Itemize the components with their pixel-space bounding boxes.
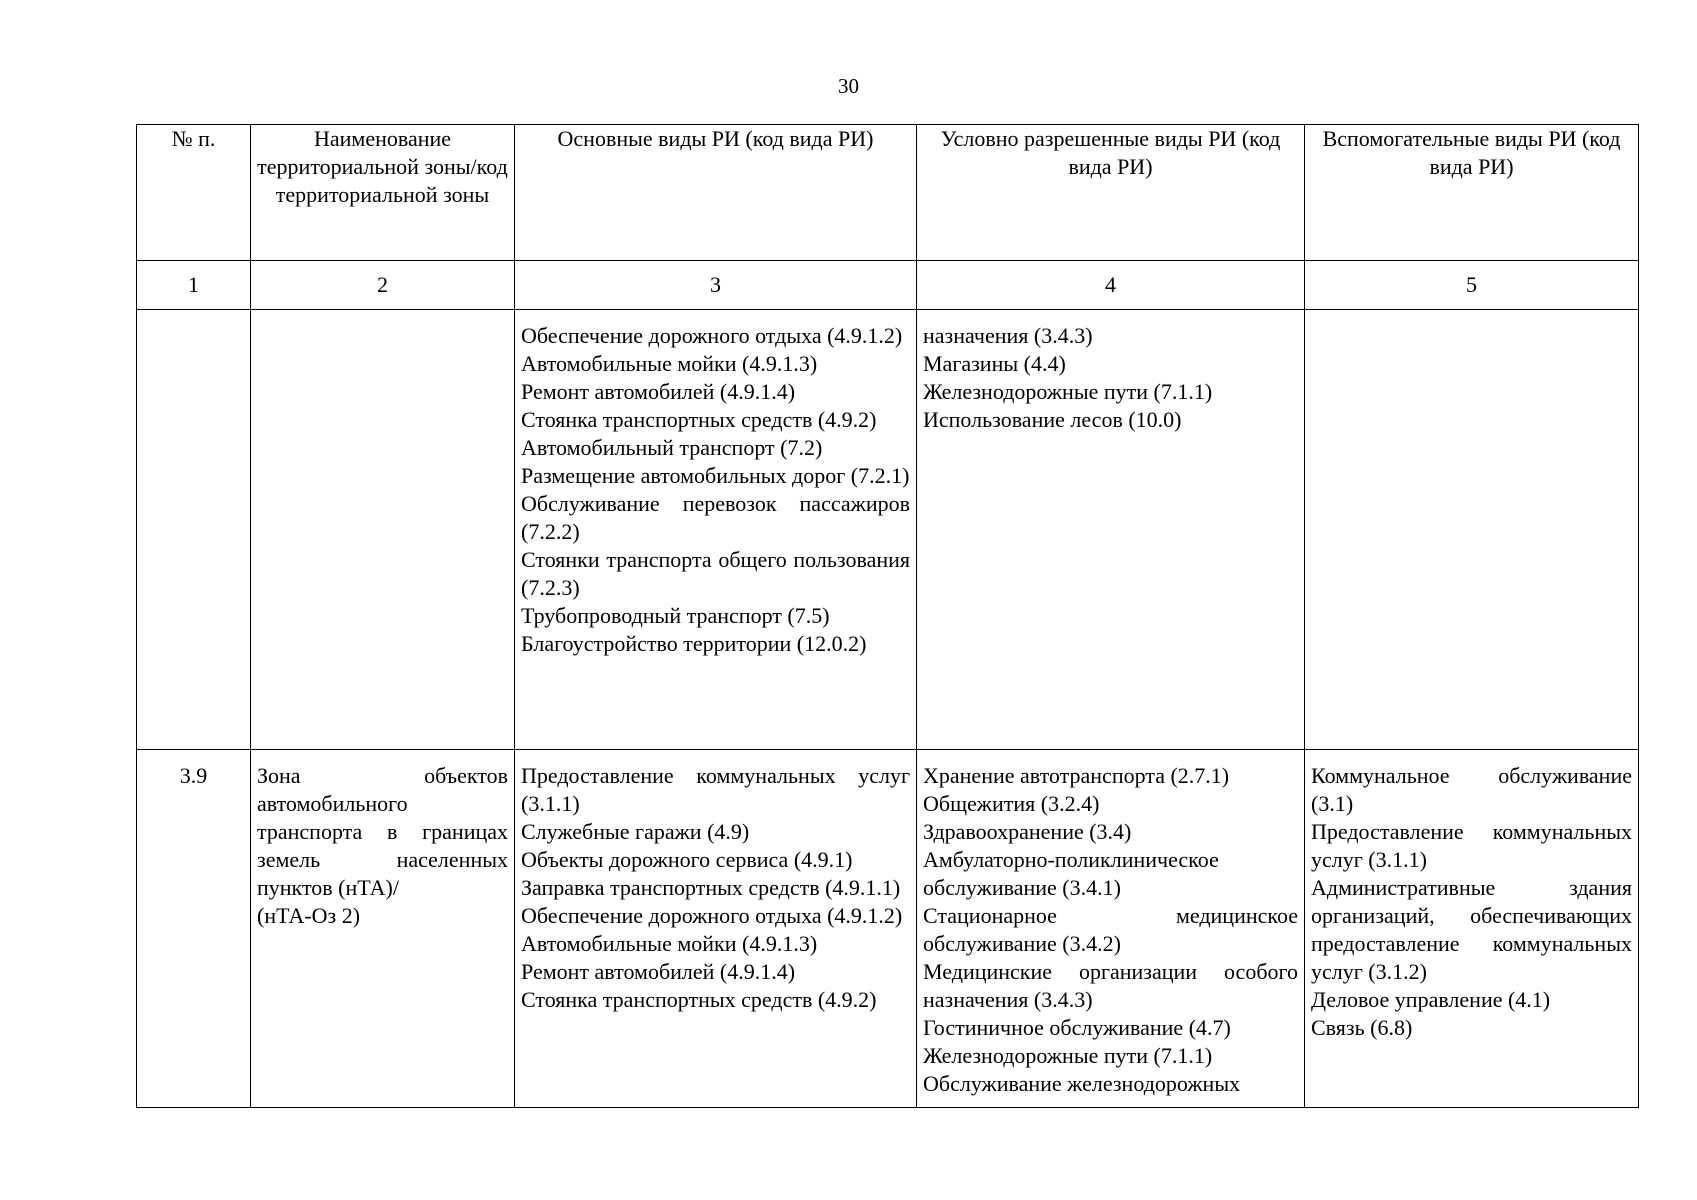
header-row [137, 125, 1639, 261]
cell-entry: назначения (3.4.3) [923, 323, 1093, 348]
cell-entry: Гостиничное обслуживание (4.7) [923, 1015, 1231, 1040]
cell-entry: Связь (6.8) [1311, 1015, 1413, 1040]
cell-entry: Медицинские организации особого назначения (3.4.3) [923, 959, 1298, 1012]
cell-entry: Стационарное медицинское обслуживание (3.4.2) [923, 903, 1298, 956]
cell-entry: Ремонт автомобилей (4.9.1.4) [521, 379, 796, 404]
column-number: 5 [1305, 261, 1639, 310]
cell-entry: Зона объектов автомобильного транспорта в границах земель населенных пунктов (нТА)/ [257, 763, 508, 900]
column-number-row [137, 261, 1639, 310]
cell-entry: Автомобильные мойки (4.9.1.3) [521, 931, 818, 956]
auxiliary-uses-cell [1305, 310, 1639, 750]
cell-entry: Благоустройство территории (12.0.2) [521, 631, 867, 656]
cell-entry: Здравоохранение (3.4) [923, 819, 1132, 844]
cell-entry: Ремонт автомобилей (4.9.1.4) [521, 959, 796, 984]
cell-entry: Служебные гаражи (4.9) [521, 819, 750, 844]
cell-entry: Общежития (3.2.4) [923, 791, 1100, 816]
cell-entry: Железнодорожные пути (7.1.1) [923, 379, 1213, 404]
cell-entry: Коммунальное обслуживание (3.1) [1311, 763, 1632, 816]
cell-entry: Предоставление коммунальных услуг (3.1.1) [521, 763, 910, 816]
row-number: 3.9 [137, 750, 251, 1108]
main-uses-cell [515, 750, 917, 1108]
header-conditional-uses: Условно разрешенные виды РИ (код вида РИ) [917, 125, 1305, 261]
cell-entry: Предоставление коммунальных услуг (3.1.1) [1311, 819, 1632, 872]
cell-entry: Административные здания организаций, обеспечивающих предоставление коммунальных услуг (3.1.2) [1311, 875, 1632, 984]
column-number: 2 [251, 261, 515, 310]
zone-name-cell [251, 310, 515, 750]
cell-entry: Автомобильные мойки (4.9.1.3) [521, 351, 818, 376]
column-number: 1 [137, 261, 251, 310]
cell-entry: Амбулаторно-поликлиническое обслуживание (3.4.1) [923, 847, 1219, 900]
main-uses-cell [515, 310, 917, 750]
table-row [137, 750, 1639, 1108]
header-number: № п. [137, 125, 251, 261]
cell-entry: Магазины (4.4) [923, 351, 1066, 376]
cell-entry: Железнодорожные пути (7.1.1) [923, 1043, 1213, 1068]
header-auxiliary-uses: Вспомогательные виды РИ (код вида РИ) [1305, 125, 1639, 261]
cell-entry: Деловое управление (4.1) [1311, 987, 1551, 1012]
header-main-uses: Основные виды РИ (код вида РИ) [515, 125, 917, 261]
cell-entry: Размещение автомобильных дорог (7.2.1) [521, 463, 910, 488]
cell-entry: Стоянка транспортных средств (4.9.2) [521, 987, 877, 1012]
cell-entry: Стоянки транспорта общего пользования (7.2.3) [521, 547, 910, 600]
table-row [137, 310, 1639, 750]
cell-entry: Обслуживание перевозок пассажиров (7.2.2) [521, 491, 910, 544]
row-number [137, 310, 251, 750]
cell-entry: Обеспечение дорожного отдыха (4.9.1.2) [521, 903, 903, 928]
zone-name-cell [251, 750, 515, 1108]
conditional-uses-cell [917, 310, 1305, 750]
header-zone-name: Наименование территориальной зоны/код территориальной зоны [251, 125, 515, 261]
cell-entry: Заправка транспортных средств (4.9.1.1) [521, 875, 901, 900]
cell-entry: Трубопроводный транспорт (7.5) [521, 603, 830, 628]
conditional-uses-cell [917, 750, 1305, 1108]
cell-entry: Обслуживание железнодорожных [923, 1071, 1241, 1096]
cell-entry: Стоянка транспортных средств (4.9.2) [521, 407, 877, 432]
cell-entry: (нТА-Оз 2) [257, 903, 361, 928]
cell-entry: Автомобильный транспорт (7.2) [521, 435, 823, 460]
column-number: 3 [515, 261, 917, 310]
cell-entry: Объекты дорожного сервиса (4.9.1) [521, 847, 853, 872]
column-number: 4 [917, 261, 1305, 310]
page-number: 30 [838, 74, 859, 98]
cell-entry: Хранение автотранспорта (2.7.1) [923, 763, 1230, 788]
cell-entry: Использование лесов (10.0) [923, 407, 1182, 432]
zones-table [136, 124, 1639, 1108]
auxiliary-uses-cell [1305, 750, 1639, 1108]
cell-entry: Обеспечение дорожного отдыха (4.9.1.2) [521, 323, 903, 348]
